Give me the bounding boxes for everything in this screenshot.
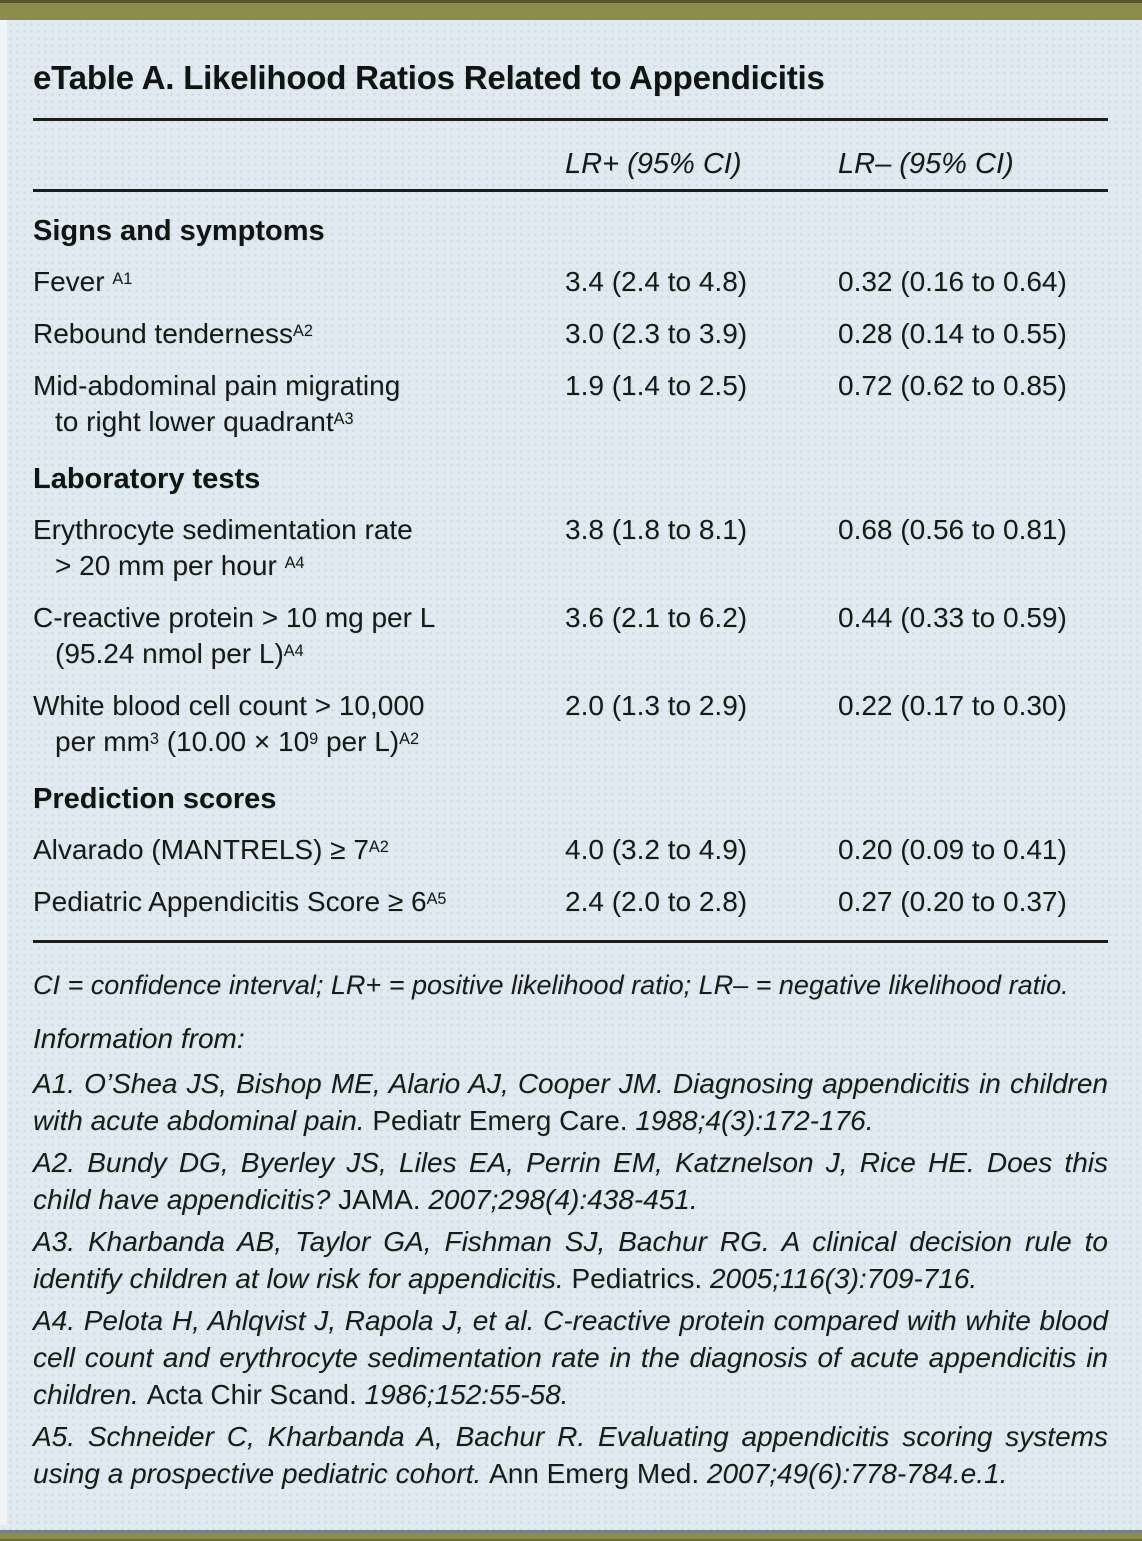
reference-item bbox=[33, 1302, 1108, 1413]
row-label: Pediatric Appendicitis Score ≥ $6^{A5}$ bbox=[33, 886, 447, 917]
reference-text: A4. Pelota H, Ahlqvist J, Rapola J, et al. C-reactive protein compared with white blood cell count and erythrocyte sedimentation rate in the diagnosis of acute appendicitis in children. bbox=[33, 1305, 1108, 1410]
lr-negative-value: 0.72 (0.62 to 0.85) bbox=[838, 370, 1067, 401]
table-title: eTable A. Likelihood Ratios Related to Appendicitis bbox=[33, 59, 825, 96]
reference-text: 1988;4(3):172-176. bbox=[635, 1105, 874, 1136]
table-row bbox=[33, 600, 1108, 672]
lr-positive-value: 3.0 (2.3 to 3.9) bbox=[565, 318, 748, 349]
lr-positive-value: 3.8 (1.8 to 8.1) bbox=[565, 514, 748, 545]
reference-item bbox=[33, 1418, 1108, 1492]
reference-text: A5. Schneider C, Kharbanda A, Bachur R. Evaluating appendicitis scoring systems using a prospective pediatric cohort. bbox=[33, 1421, 1108, 1489]
lr-negative-value: 0.28 (0.14 to 0.55) bbox=[838, 318, 1067, 349]
lr-positive-value: 1.9 (1.4 to 2.5) bbox=[565, 370, 748, 401]
reference-item bbox=[33, 1144, 1108, 1218]
lr-negative-value: 0.68 (0.56 to 0.81) bbox=[838, 514, 1067, 545]
row-label: Fever $^{A1}$ bbox=[33, 266, 133, 297]
superscript-ref: A3 bbox=[333, 409, 354, 428]
section-header: Laboratory tests bbox=[33, 463, 261, 495]
column-header-lr-negative: LR– (95% CI) bbox=[838, 148, 1014, 180]
lr-negative-value: 0.20 (0.09 to 0.41) bbox=[838, 834, 1067, 865]
lr-negative-value: 0.44 (0.33 to 0.59) bbox=[838, 602, 1067, 633]
reference-list bbox=[33, 1065, 1108, 1492]
table-row bbox=[33, 884, 1108, 920]
source-intro: Information from: bbox=[33, 1023, 245, 1054]
reference-text: 2005;116(3):709-716. bbox=[709, 1263, 978, 1294]
superscript-ref: A2 bbox=[292, 321, 313, 340]
row-label: Rebound tenderness$^{A2}$ bbox=[33, 318, 313, 349]
table-row bbox=[33, 316, 1108, 352]
superscript-ref: A2 bbox=[368, 837, 389, 856]
lr-positive-value: 3.4 (2.4 to 4.8) bbox=[565, 266, 748, 297]
table-row bbox=[33, 688, 1108, 760]
table-row bbox=[33, 368, 1108, 440]
table-row bbox=[33, 832, 1108, 868]
reference-text: A2. Bundy DG, Byerley JS, Liles EA, Perrin EM, Katznelson J, Rice HE. Does this child have appendicitis? bbox=[33, 1147, 1108, 1215]
row-label: White blood cell count > 10,000 per $mm^3$ ($10.00 \times 10^9$ per L)$^{A2}$ bbox=[33, 690, 425, 757]
reference-text: 2007;298(4):438-451. bbox=[428, 1184, 698, 1215]
reference-item bbox=[33, 1223, 1108, 1297]
column-header-lr-positive: LR+ (95% CI) bbox=[565, 148, 742, 180]
lr-negative-value: 0.22 (0.17 to 0.30) bbox=[838, 690, 1067, 721]
lr-positive-value: 4.0 (3.2 to 4.9) bbox=[565, 834, 748, 865]
superscript-ref: A2 bbox=[399, 729, 419, 748]
journal-name: Pediatr Emerg Care. bbox=[372, 1105, 636, 1136]
journal-name: Acta Chir Scand. bbox=[146, 1379, 365, 1410]
superscript-ref: 3 bbox=[149, 729, 159, 748]
superscript-ref: A4 bbox=[284, 553, 305, 572]
superscript-ref: 9 bbox=[309, 729, 319, 748]
superscript-ref: A5 bbox=[426, 889, 447, 908]
lr-positive-value: 3.6 (2.1 to 6.2) bbox=[565, 602, 748, 633]
column-header-row bbox=[33, 135, 1108, 181]
table-content bbox=[0, 59, 1142, 1492]
horizontal-rule-header bbox=[33, 189, 1108, 192]
top-accent-bar bbox=[0, 0, 1142, 20]
horizontal-rule-bottom bbox=[33, 940, 1108, 943]
row-label: C-reactive protein > 10 mg per L (95.24 nmol per L)$^{A4}$ bbox=[33, 602, 436, 669]
reference-text: 2007;49(6):778-784.e.1. bbox=[706, 1458, 1008, 1489]
reference-text: A3. Kharbanda AB, Taylor GA, Fishman SJ, Bachur RG. A clinical decision rule to identify children at low risk for appendicitis. bbox=[33, 1226, 1108, 1294]
reference-text: 1986;152:55-58. bbox=[364, 1379, 569, 1410]
section-header: Prediction scores bbox=[33, 783, 277, 815]
journal-name: Pediatrics. bbox=[571, 1263, 710, 1294]
reference-item bbox=[33, 1065, 1108, 1139]
bottom-accent-bar bbox=[0, 1533, 1142, 1541]
superscript-ref: A4 bbox=[283, 641, 304, 660]
lr-negative-value: 0.32 (0.16 to 0.64) bbox=[838, 266, 1067, 297]
journal-name: JAMA. bbox=[338, 1184, 429, 1215]
reference-text: A1. O’Shea JS, Bishop ME, Alario AJ, Cooper JM. Diagnosing appendicitis in children with acute abdominal pain. bbox=[33, 1068, 1108, 1136]
section-header: Signs and symptoms bbox=[33, 215, 325, 247]
superscript-ref: A1 bbox=[112, 269, 133, 288]
table-row bbox=[33, 512, 1108, 584]
row-label: Mid-abdominal pain migrating to right lower quadrant$^{A3}$ bbox=[33, 370, 401, 437]
row-label: Alvarado (MANTRELS) ≥ $7^{A2}$ bbox=[33, 834, 389, 865]
lr-positive-value: 2.0 (1.3 to 2.9) bbox=[565, 690, 748, 721]
table-row bbox=[33, 264, 1108, 300]
horizontal-rule-top bbox=[33, 118, 1108, 121]
row-label: Erythrocyte sedimentation rate > 20 mm per hour $^{A4}$ bbox=[33, 514, 413, 581]
lr-negative-value: 0.27 (0.20 to 0.37) bbox=[838, 886, 1067, 917]
lr-positive-value: 2.4 (2.0 to 2.8) bbox=[565, 886, 748, 917]
table-body bbox=[33, 214, 1108, 920]
journal-name: Ann Emerg Med. bbox=[489, 1458, 707, 1489]
abbreviations-note: CI = confidence interval; LR+ = positive likelihood ratio; LR– = negative likelihood ratio. bbox=[33, 970, 1069, 1000]
